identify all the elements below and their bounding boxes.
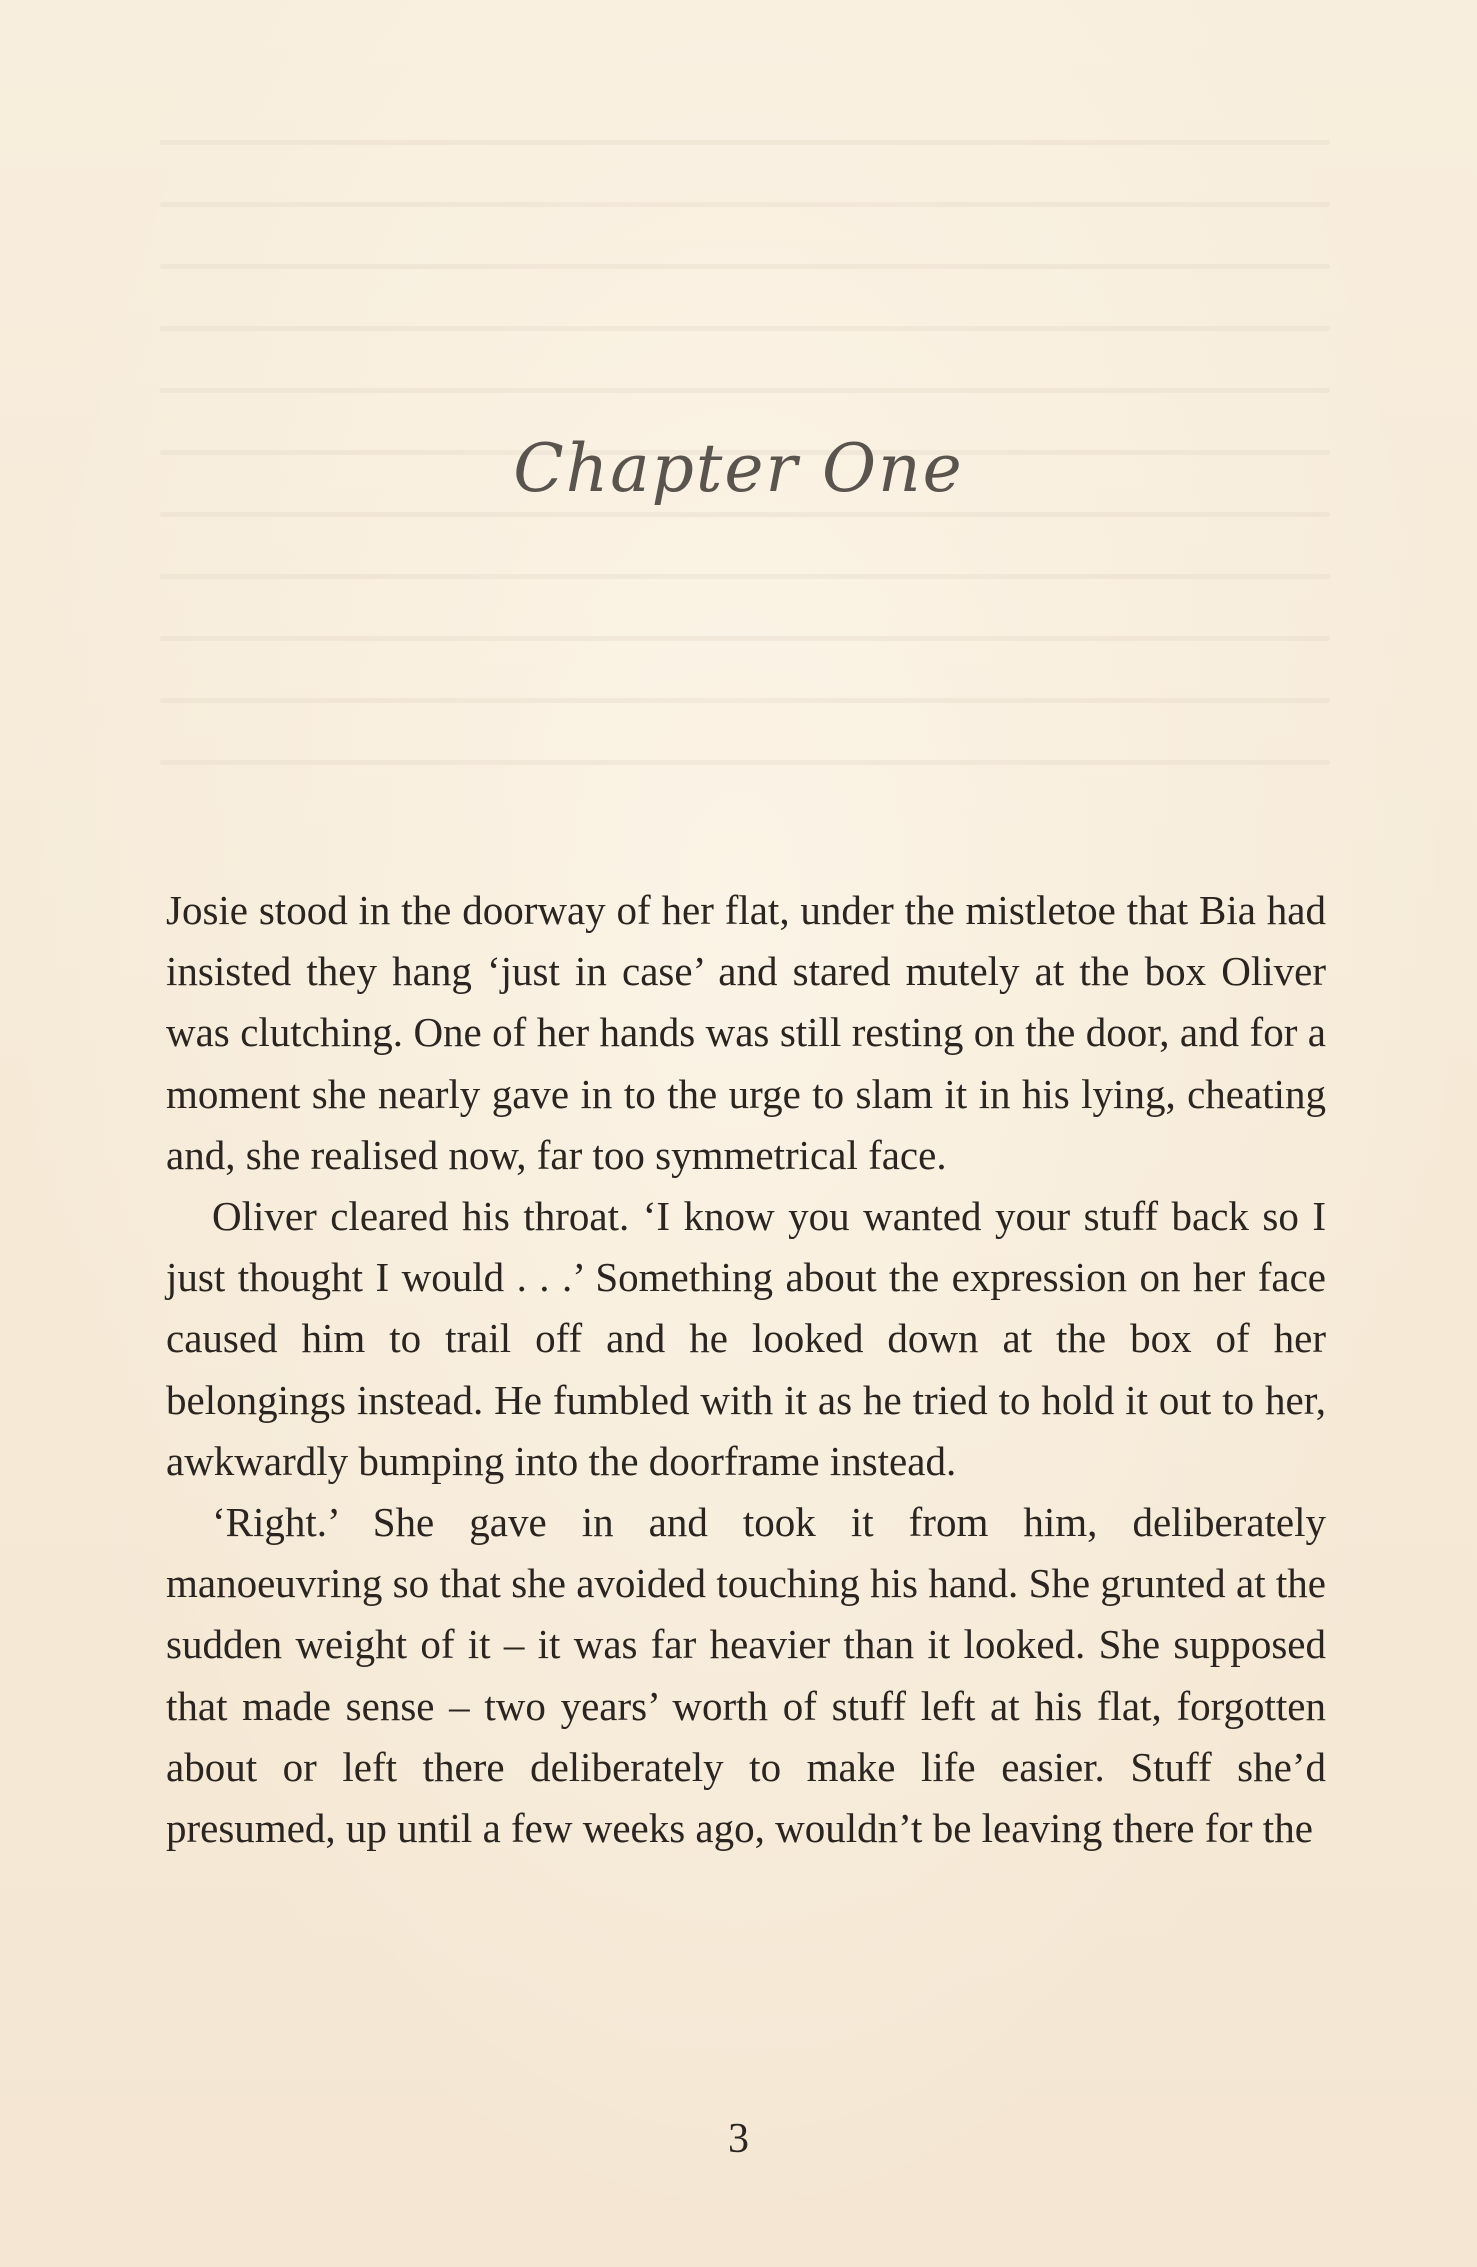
chapter-title: Chapter One	[513, 430, 964, 507]
body-text	[166, 880, 1326, 1859]
paragraph: Josie stood in the doorway of her flat, under the mistletoe that Bia had insisted they hang ‘just in case’ and stared mutely at the box Oliver was clutching. One of her hands was still resting on the door, and for a moment she nearly gave in to the urge to slam it in his lying, cheating and, she realised now, far too symmetrical face.	[166, 887, 1326, 1178]
paragraph: Oliver cleared his throat. ‘I know you wanted your stuff back so I just thought I would . . .’ Something about the expression on her face caused him to trail off and he looked down at the box of her belongings instead. He fumbled with it as he tried to hold it out to her, awkwardly bumping into the doorframe instead.	[166, 1193, 1326, 1484]
paragraph: ‘Right.’ She gave in and took it from him, deliberately manoeuvring so that she avoided touching his hand. She grunted at the sudden weight of it – it was far heavier than it looked. She supposed that made sense – two years’ worth of stuff left at his flat, forgotten about or left there deliberately to make life easier. Stuff she’d presumed, up until a few weeks ago, wouldn’t be leaving there for the	[166, 1499, 1326, 1852]
page-number: 3	[728, 2116, 749, 2162]
